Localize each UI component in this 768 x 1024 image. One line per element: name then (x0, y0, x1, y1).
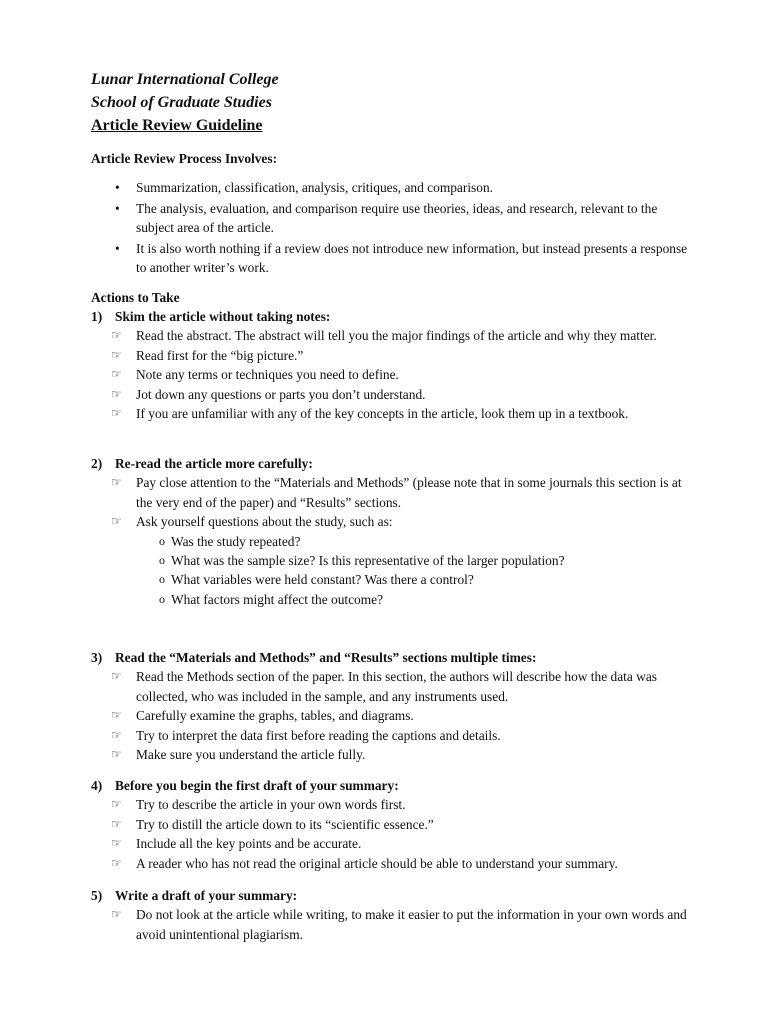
pointing-hand-icon: ☞ (111, 836, 122, 851)
list-item: ☞ Do not look at the article while writing, to make it easier to put the information in your own words and avoid unintentional plagiarism. (111, 907, 687, 942)
list-item: • The analysis, evaluation, and comparison require use theories, ideas, and research, relevant to the subject area of the article. (91, 199, 691, 238)
pointing-hand-icon: ☞ (111, 514, 122, 529)
pointing-hand-icon: ☞ (111, 727, 122, 742)
section-list (91, 905, 691, 944)
pointing-hand-icon: ☞ (111, 347, 122, 362)
section-title (91, 886, 691, 905)
list-item: ☞ Read the Methods section of the paper. In this section, the authors will describe how the data was collected, who was included in the sample, and any instruments used. (111, 669, 657, 704)
list-item: ☞ Include all the key points and be accurate. (91, 834, 691, 853)
list-item: • It is also worth nothing if a review does not introduce new information, but instead presents a response to another writer’s work. (91, 239, 691, 278)
pointing-hand-icon: ☞ (111, 855, 122, 870)
section-title (91, 776, 691, 795)
section-list (91, 795, 691, 873)
pointing-hand-icon: ☞ (111, 406, 122, 421)
section-1 (91, 307, 691, 423)
sublist-item: o What was the sample size? Is this representative of the larger population? (91, 551, 691, 570)
college-name: Lunar International College (91, 71, 279, 88)
section-title-text: Before you begin the first draft of your summary: (115, 778, 399, 793)
pointing-hand-icon: ☞ (111, 907, 122, 922)
section-5 (91, 886, 691, 944)
section-list (91, 667, 691, 764)
list-item: ☞ If you are unfamiliar with any of the key concepts in the article, look them up in a textbook. (91, 404, 691, 423)
pointing-hand-icon: ☞ (111, 386, 122, 401)
list-item: ☞ Try to describe the article in your own words first. (91, 795, 691, 814)
list-item: ☞ Jot down any questions or parts you don’t understand. (91, 385, 691, 404)
question-sublist (91, 532, 691, 610)
section-title-text: Read the “Materials and Methods” and “Results” sections multiple times: (115, 650, 537, 665)
list-item: • Summarization, classification, analysis, critiques, and comparison. (91, 178, 691, 197)
section-title (91, 454, 691, 473)
circle-bullet-icon: o (159, 553, 165, 568)
actions-heading: Actions to Take (91, 290, 180, 305)
pointing-hand-icon: ☞ (111, 475, 122, 490)
list-item: ☞ Make sure you understand the article fully. (91, 745, 691, 764)
list-item: ☞ Read first for the “big picture.” (91, 346, 691, 365)
document-header (91, 68, 279, 137)
pointing-hand-icon: ☞ (111, 797, 122, 812)
pointing-hand-icon: ☞ (111, 328, 122, 343)
process-heading: Article Review Process Involves: (91, 151, 278, 166)
school-name: School of Graduate Studies (91, 94, 272, 111)
pointing-hand-icon: ☞ (111, 747, 122, 762)
list-item: ☞ Carefully examine the graphs, tables, and diagrams. (91, 706, 691, 725)
list-item: ☞ Try to interpret the data first before reading the captions and details. (91, 726, 691, 745)
document-title: Article Review Guideline (91, 117, 263, 134)
list-item: ☞ Ask yourself questions about the study, such as: o Was the study repeated? o What was the sample size? Is this representative of the larger population? o What variables were held constant? Was there a control? o What factors might affect the outcome? (91, 512, 691, 609)
section-number: 5) (91, 888, 103, 903)
section-number: 4) (91, 778, 103, 793)
circle-bullet-icon: o (159, 533, 165, 548)
section-number: 1) (91, 309, 103, 324)
pointing-hand-icon: ☞ (111, 367, 122, 382)
sublist-item: o Was the study repeated? (91, 532, 691, 551)
sublist-item: o What factors might affect the outcome? (91, 590, 691, 609)
process-list (91, 178, 691, 277)
circle-bullet-icon: o (159, 591, 165, 606)
list-item: ☞ A reader who has not read the original article should be able to understand your summary. (91, 854, 691, 873)
section-list (91, 326, 691, 423)
section-2 (91, 454, 691, 609)
section-title-text: Re-read the article more carefully: (115, 456, 313, 471)
section-number: 3) (91, 650, 103, 665)
list-item: ☞ Read the abstract. The abstract will tell you the major findings of the article and why they matter. (91, 326, 691, 345)
section-title (91, 648, 691, 667)
section-4 (91, 776, 691, 873)
list-item: ☞ Pay close attention to the “Materials and Methods” (please note that in some journals this section is at the very end of the paper) and “Results” sections. (111, 475, 682, 510)
section-title-text: Write a draft of your summary: (115, 888, 298, 903)
section-3 (91, 648, 691, 764)
process-section (91, 149, 691, 277)
pointing-hand-icon: ☞ (111, 816, 122, 831)
section-title (91, 307, 691, 326)
circle-bullet-icon: o (159, 572, 165, 587)
pointing-hand-icon: ☞ (111, 669, 122, 684)
list-item: ☞ Try to distill the article down to its “scientific essence.” (91, 815, 691, 834)
list-item: ☞ Note any terms or techniques you need to define. (91, 365, 691, 384)
section-title-text: Skim the article without taking notes: (115, 309, 331, 324)
section-list (91, 473, 691, 609)
section-number: 2) (91, 456, 103, 471)
pointing-hand-icon: ☞ (111, 708, 122, 723)
sublist-item: o What variables were held constant? Was there a control? (91, 570, 691, 589)
